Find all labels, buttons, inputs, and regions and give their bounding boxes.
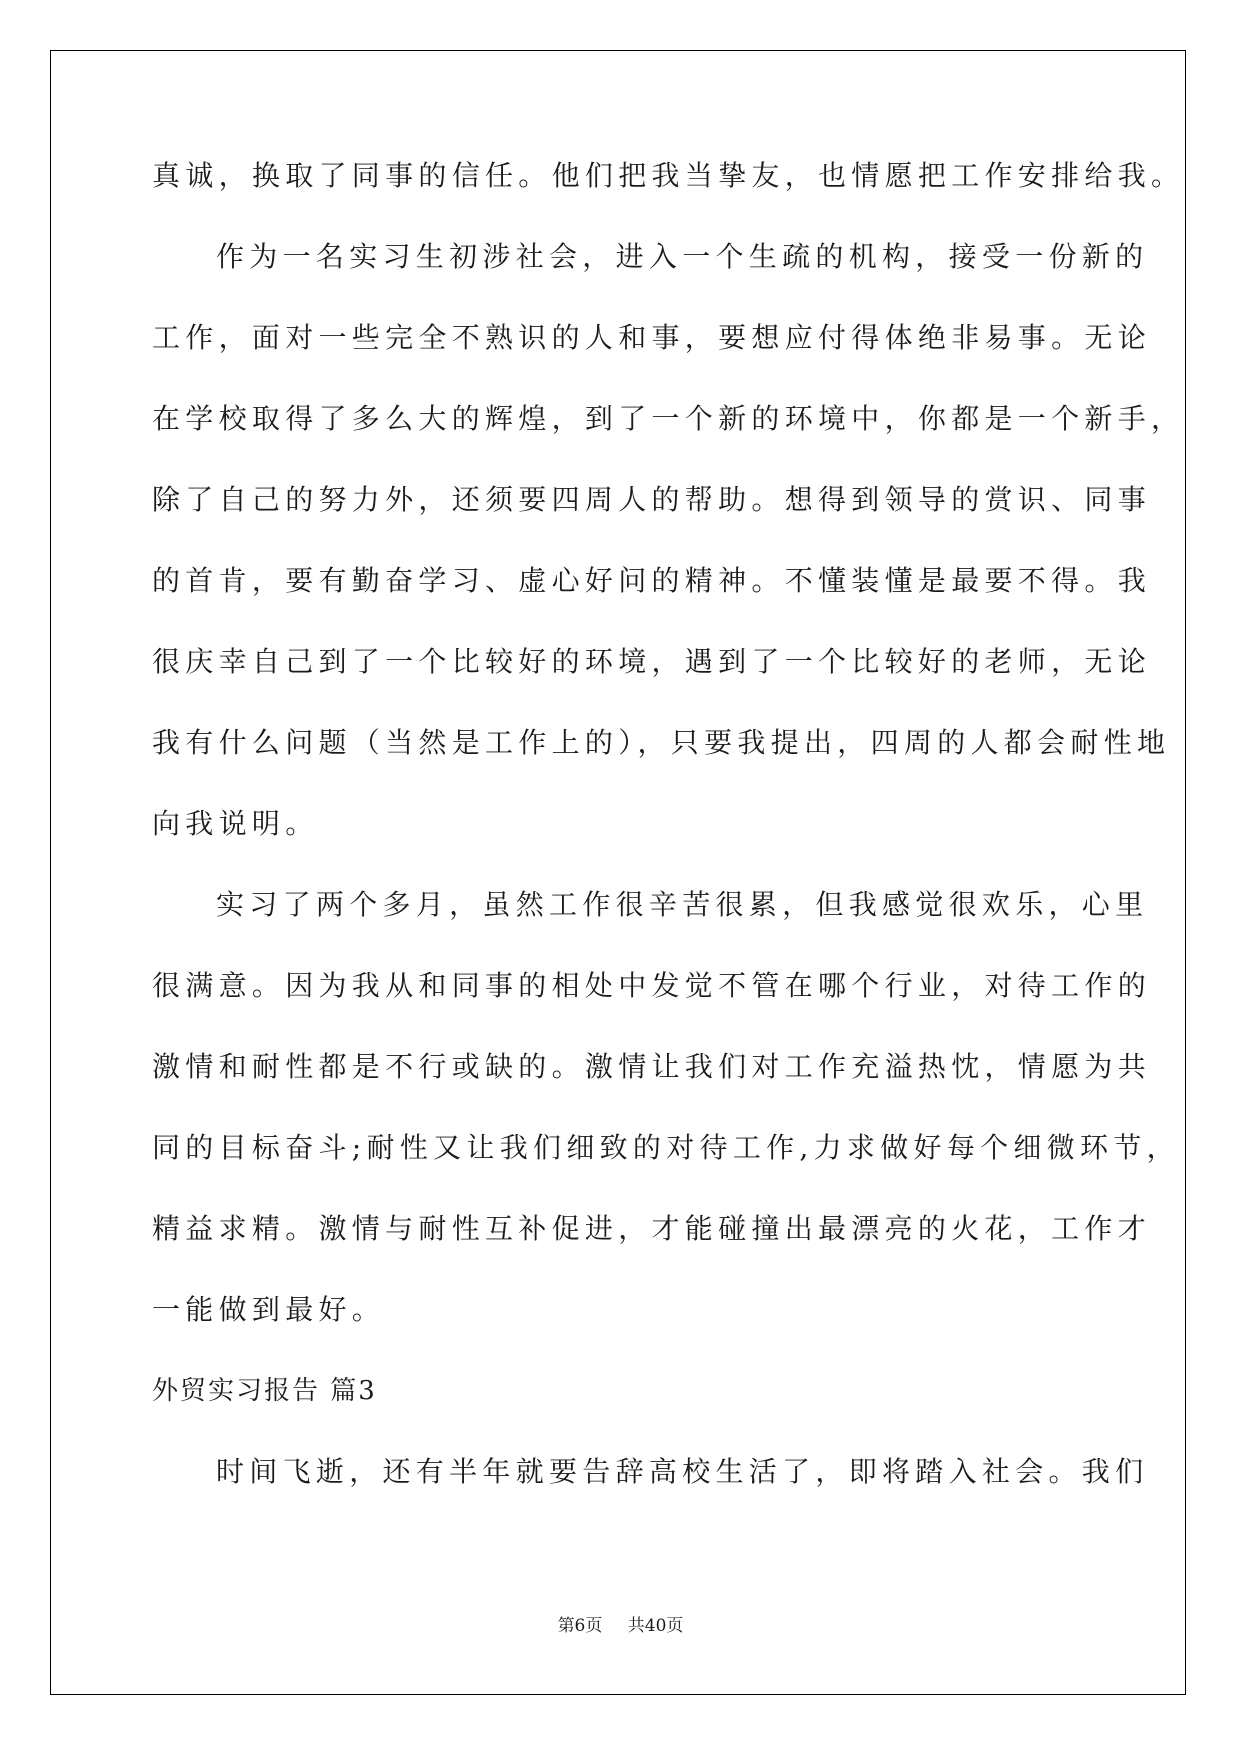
document-body	[152, 159, 1185, 1537]
page-number: 第6页	[557, 1616, 603, 1636]
text-line: 作为一名实习生初涉社会，进入一个生疏的机构，接受一份新的	[216, 240, 1149, 273]
text-line: 同的目标奋斗;耐性又让我们细致的对待工作,力求做好每个细微环节，	[152, 1131, 1180, 1164]
text-line: 的首肯，要有勤奋学习、虚心好问的精神。不懂装懂是最要不得。我	[152, 564, 1152, 597]
text-line: 很庆幸自己到了一个比较好的环境，遇到了一个比较好的老师，无论	[152, 645, 1152, 678]
page-footer	[0, 1615, 1241, 1637]
text-line: 向我说明。	[152, 807, 319, 840]
text-line: 很满意。因为我从和同事的相处中发觉不管在哪个行业，对待工作的	[152, 969, 1152, 1002]
text-line: 真诚，换取了同事的信任。他们把我当挚友，也情愿把工作安排给我。	[152, 159, 1185, 192]
text-line: 精益求精。激情与耐性互补促进，才能碰撞出最漂亮的火花，工作才	[152, 1212, 1152, 1245]
page-total: 共40页	[627, 1616, 684, 1636]
text-line: 在学校取得了多么大的辉煌，到了一个新的环境中，你都是一个新手，	[152, 402, 1185, 435]
section-heading: 外贸实习报告 篇3	[152, 1376, 377, 1406]
text-line: 工作，面对一些完全不熟识的人和事，要想应付得体绝非易事。无论	[152, 321, 1152, 354]
text-line: 时间飞逝，还有半年就要告辞高校生活了，即将踏入社会。我们	[216, 1455, 1149, 1488]
text-line: 除了自己的努力外，还须要四周人的帮助。想得到领导的赏识、同事	[152, 483, 1152, 516]
text-line: 实习了两个多月，虽然工作很辛苦很累，但我感觉很欢乐，心里	[216, 888, 1149, 921]
text-line: 一能做到最好。	[152, 1293, 386, 1326]
text-line: 我有什么问题（当然是工作上的），只要我提出，四周的人都会耐性地	[152, 726, 1171, 759]
text-line: 激情和耐性都是不行或缺的。激情让我们对工作充溢热忱，情愿为共	[152, 1050, 1152, 1083]
